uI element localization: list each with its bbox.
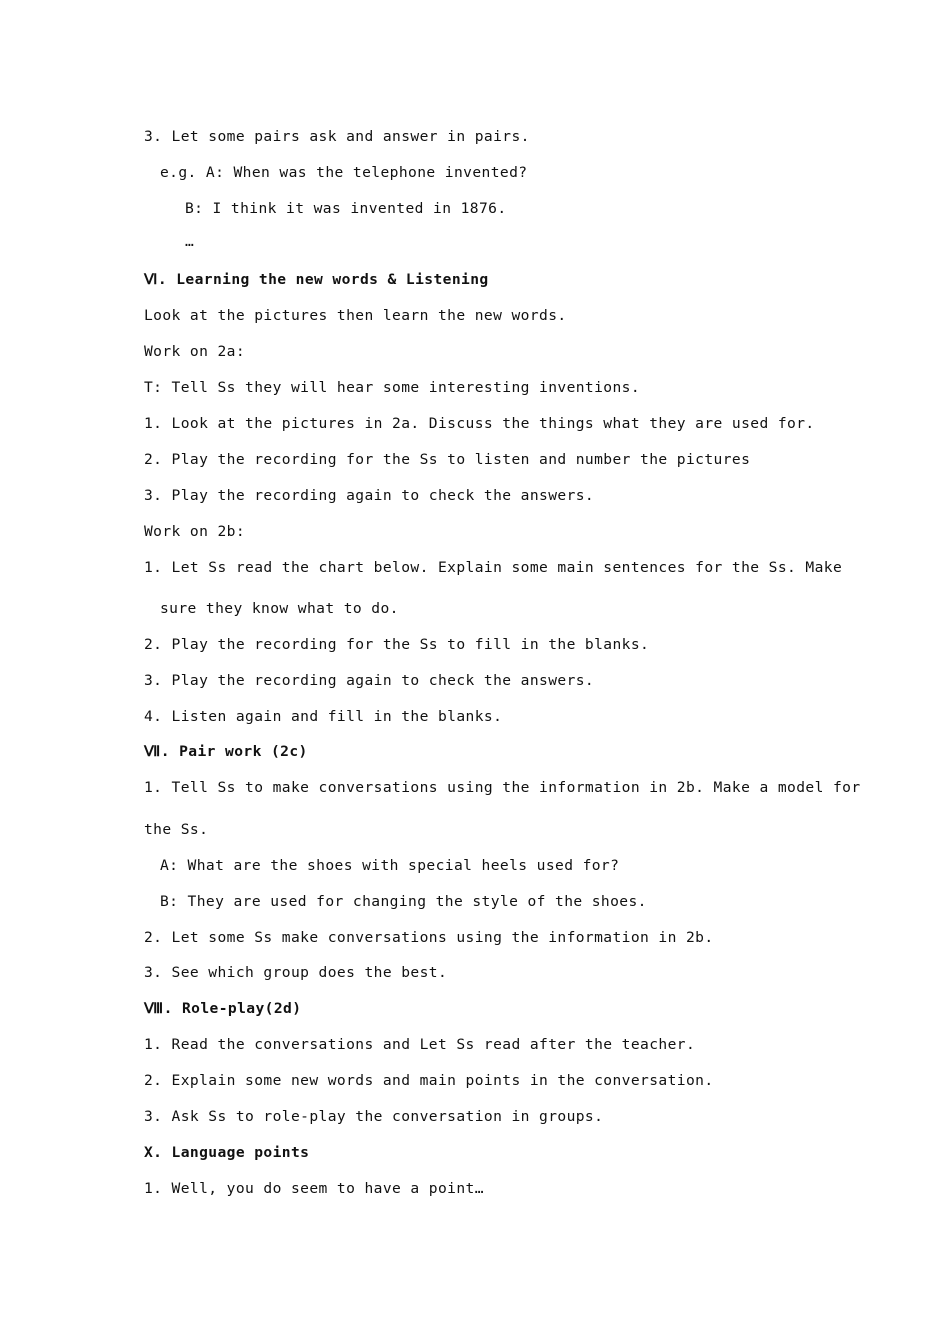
subheading: Work on 2b: xyxy=(144,523,246,540)
dialogue-line: A: What are the shoes with special heels used for? xyxy=(160,857,620,874)
step-line: 4. Listen again and fill in the blanks. xyxy=(144,708,503,725)
text-line: Look at the pictures then learn the new words. xyxy=(144,307,567,324)
step-line: 1. Tell Ss to make conversations using the information in 2b. Make a model for xyxy=(144,779,861,796)
step-line-continued: sure they know what to do. xyxy=(160,600,399,617)
step-line: 2. Play the recording for the Ss to fill in the blanks. xyxy=(144,636,650,653)
step-line: 2. Let some Ss make conversations using the information in 2b. xyxy=(144,929,714,946)
example-line: B: I think it was invented in 1876. xyxy=(185,200,507,217)
step-line: 1. Let Ss read the chart below. Explain some main sentences for the Ss. Make xyxy=(144,559,843,576)
step-line: 3. Let some pairs ask and answer in pairs. xyxy=(144,128,530,145)
section-heading: Ⅷ. Role-play(2d) xyxy=(144,1000,302,1017)
dialogue-line: B: They are used for changing the style of the shoes. xyxy=(160,893,647,910)
step-line: 1. Well, you do seem to have a point… xyxy=(144,1180,484,1197)
ellipsis-line: … xyxy=(185,233,195,250)
subheading: Work on 2a: xyxy=(144,343,246,360)
section-heading: Ⅵ. Learning the new words & Listening xyxy=(144,271,489,288)
step-line: 3. See which group does the best. xyxy=(144,964,448,981)
step-line: 3. Ask Ss to role-play the conversation in groups. xyxy=(144,1108,604,1125)
section-heading: Ⅶ. Pair work (2c) xyxy=(144,743,308,760)
step-line: 1. Look at the pictures in 2a. Discuss the things what they are used for. xyxy=(144,415,815,432)
step-line: 1. Read the conversations and Let Ss read after the teacher. xyxy=(144,1036,696,1053)
text-line: T: Tell Ss they will hear some interesting inventions. xyxy=(144,379,641,396)
step-line: 2. Explain some new words and main points in the conversation. xyxy=(144,1072,714,1089)
step-line: 3. Play the recording again to check the answers. xyxy=(144,487,595,504)
step-line-continued: the Ss. xyxy=(144,821,209,838)
example-line: e.g. A: When was the telephone invented? xyxy=(160,164,528,181)
step-line: 3. Play the recording again to check the answers. xyxy=(144,672,595,689)
section-heading: X. Language points xyxy=(144,1144,310,1161)
step-line: 2. Play the recording for the Ss to listen and number the pictures xyxy=(144,451,751,468)
